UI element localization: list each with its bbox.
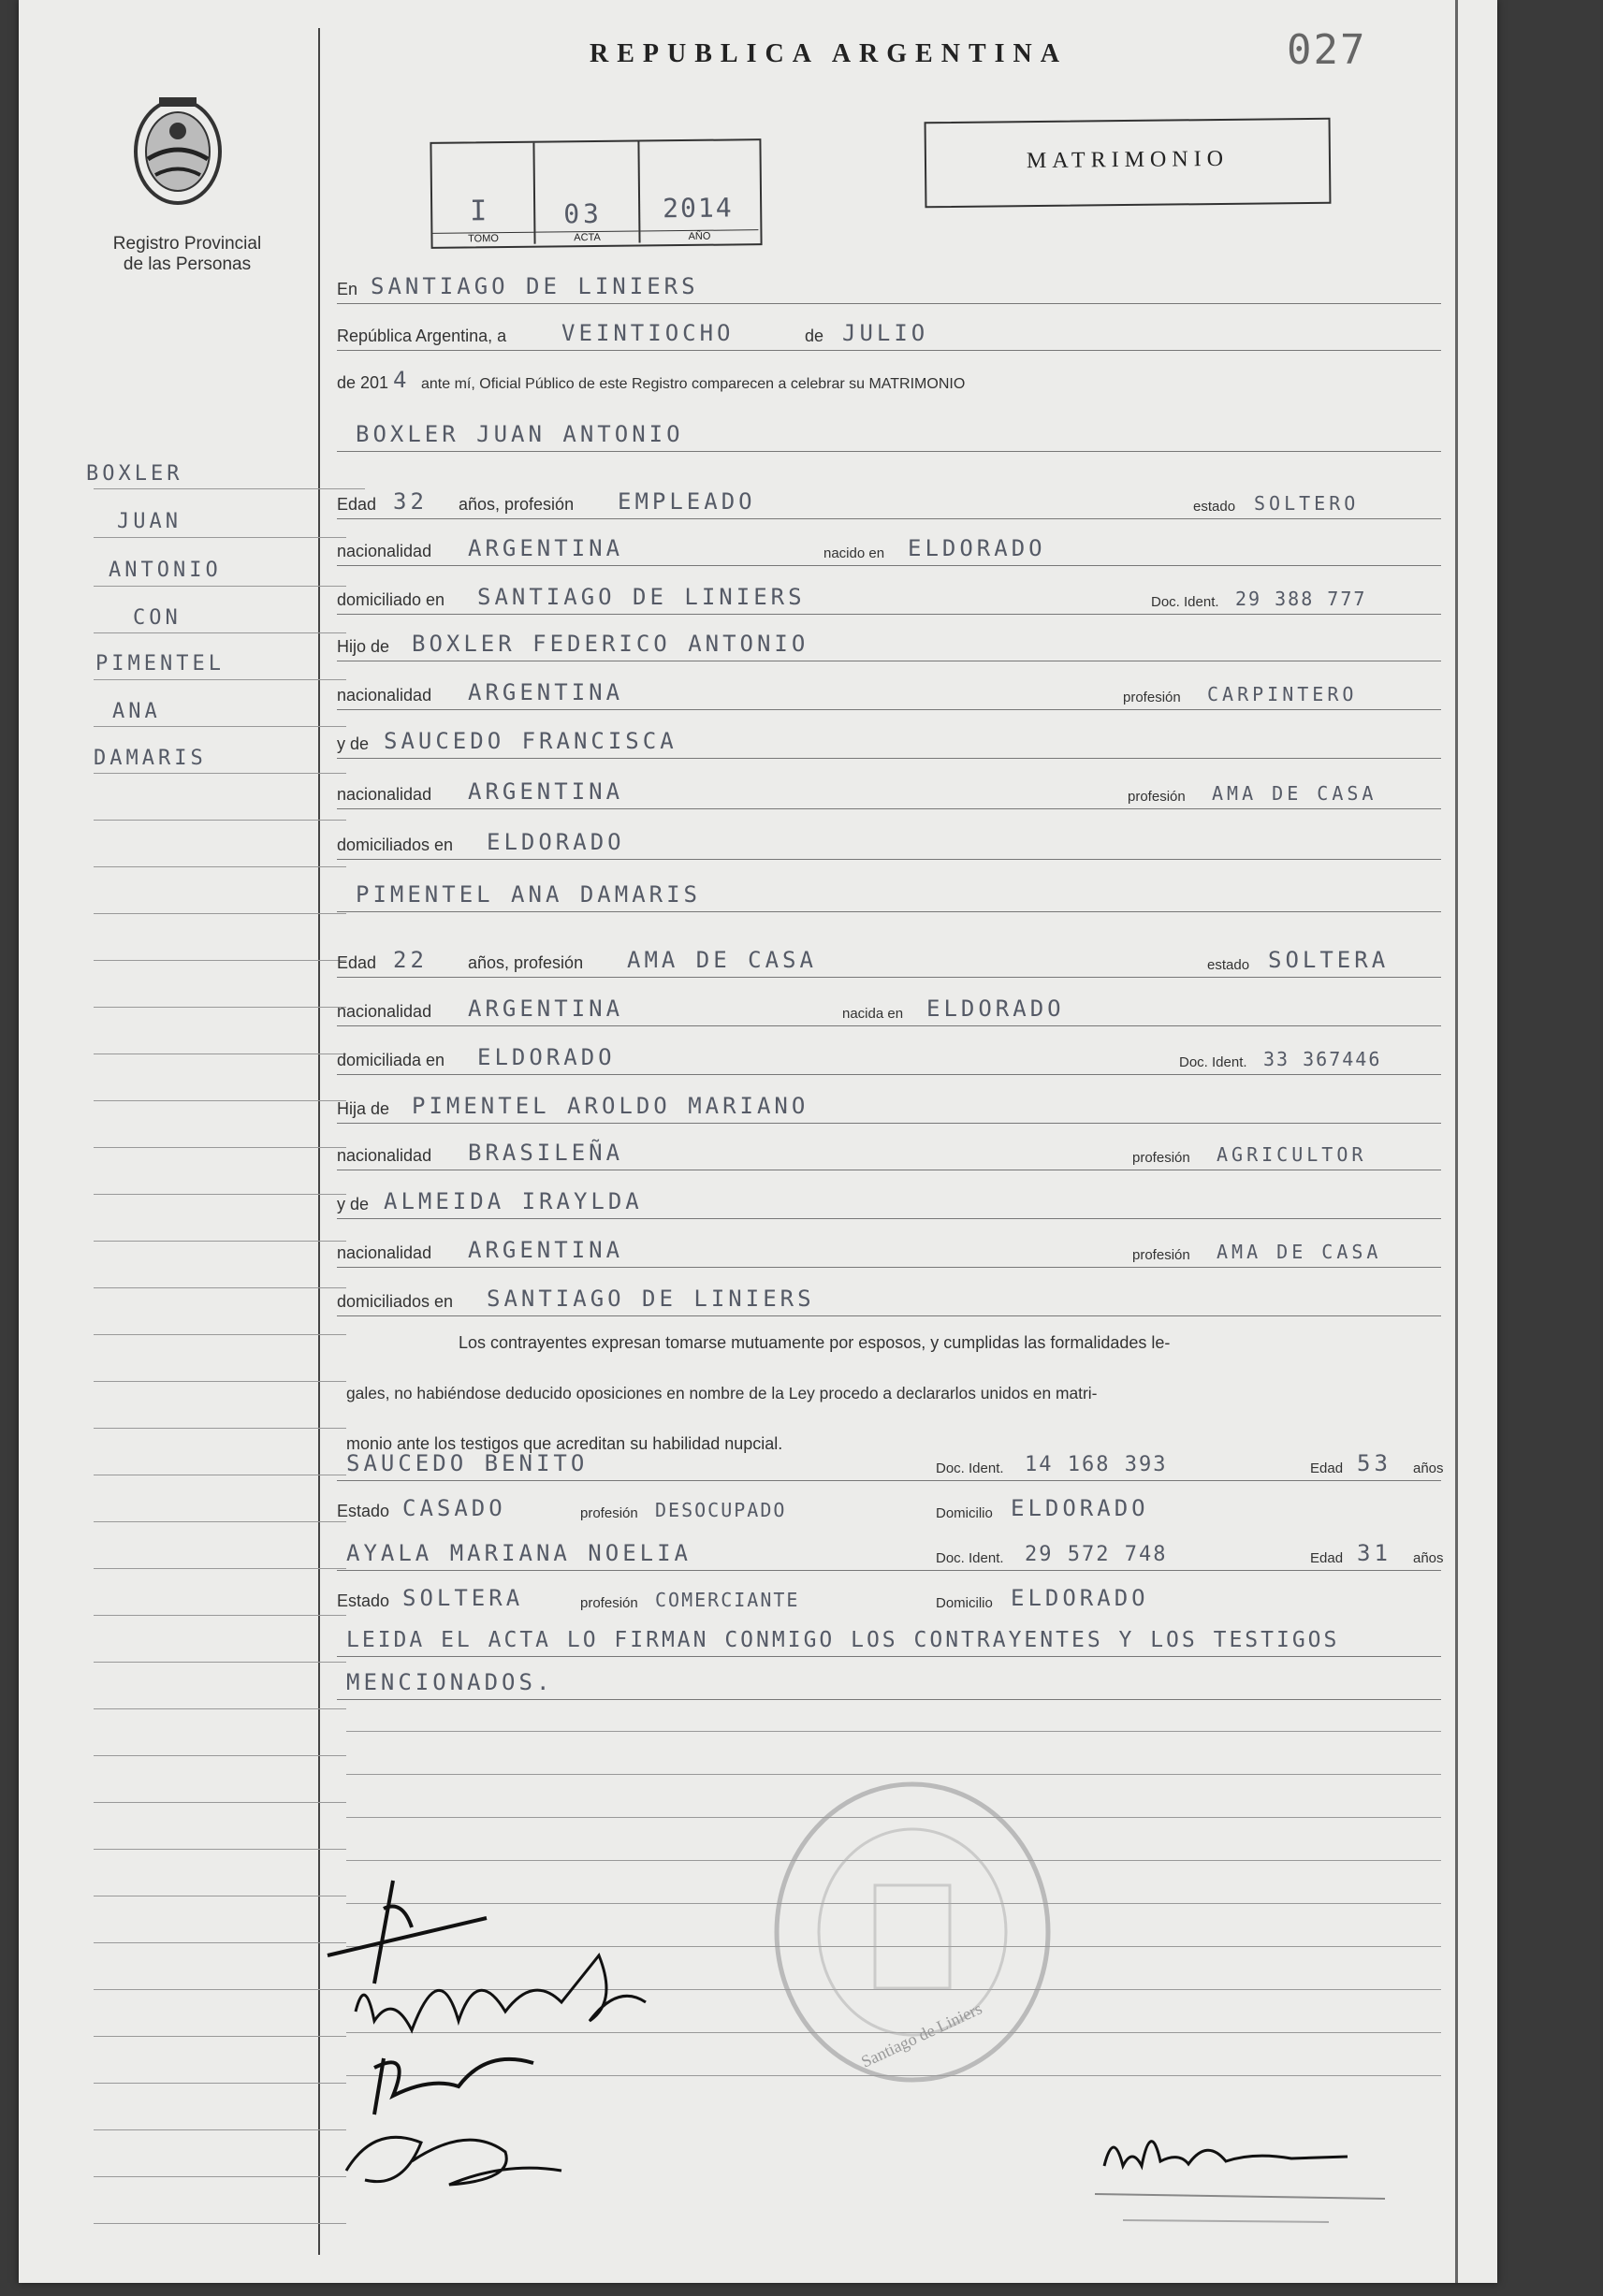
country-title: REPUBLICA ARGENTINA — [590, 39, 1068, 68]
margin-rule — [94, 1989, 346, 1990]
groom-age-line: Edad 32 años, profesión EMPLEADO estado SOLTERO — [337, 487, 1441, 519]
groom-mother-line: y de SAUCEDO FRANCISCA — [337, 726, 1441, 759]
witness-2-line: AYALA MARIANA NOELIA Doc. Ident. 29 572 748 Edad 31 años — [337, 1538, 1441, 1571]
year-line: de 201 4 ante mí, Oficial Público de este Registro comparecen a celebrar su MATRIMONIO — [337, 367, 966, 393]
margin-rule — [94, 1708, 346, 1709]
blank-rule — [346, 1731, 1441, 1732]
bride-parents-domicile-line: domiciliados en SANTIAGO DE LINIERS — [337, 1284, 1441, 1316]
ano-label: AÑO — [640, 229, 758, 242]
margin-name-line: JUAN — [117, 510, 182, 533]
registry-name: Registro Provincial de las Personas — [112, 234, 262, 274]
margin-rule — [94, 866, 346, 867]
seal-text: Santiago de Liniers — [858, 1998, 985, 2071]
margin-rule — [94, 1241, 346, 1242]
margin-rule — [94, 913, 346, 914]
witness-1-status-line: Estado CASADO profesión DESOCUPADO Domicilio ELDORADO — [337, 1495, 1149, 1521]
margin-rule — [94, 960, 346, 961]
groom-nationality-line: nacionalidad ARGENTINA nacido en ELDORADO — [337, 533, 1441, 566]
margin-rule — [94, 1615, 346, 1616]
acta-label: ACTA — [535, 231, 638, 244]
margin-rule — [94, 1755, 346, 1756]
groom-mother-nat-line: nacionalidad ARGENTINA profesión AMA DE CASA — [337, 777, 1441, 809]
acta-number: 027 — [1287, 26, 1367, 74]
bride-father-nat-line: nacionalidad BRASILEÑA profesión AGRICULTOR — [337, 1138, 1441, 1170]
margin-rule — [94, 2083, 346, 2084]
margin-rule — [94, 2036, 346, 2037]
margin-rule — [94, 1287, 346, 1288]
tomo-acta-ano-box — [430, 138, 762, 249]
margin-rule — [94, 1334, 346, 1335]
groom-father-line: Hijo de BOXLER FEDERICO ANTONIO — [337, 629, 1441, 661]
bride-nationality-line: nacionalidad ARGENTINA nacida en ELDORADO — [337, 994, 1441, 1026]
margin-rule — [94, 1942, 346, 1943]
margin-rule — [94, 1849, 346, 1850]
margin-rule — [94, 2223, 346, 2224]
margin-rule — [94, 2129, 346, 2130]
margin-rule — [94, 1521, 346, 1522]
bride-domicile-line: domiciliada en ELDORADO Doc. Ident. 33 367446 — [337, 1042, 1441, 1075]
closing-line-2: MENCIONADOS. — [337, 1667, 1441, 1700]
date-line: República Argentina, a VEINTIOCHO de JULIO — [337, 318, 1441, 351]
margin-rule — [94, 1662, 346, 1663]
margin-rule — [94, 820, 346, 821]
acta-value: 03 — [563, 197, 604, 230]
margin-rule — [94, 1381, 346, 1382]
certificate-page — [19, 0, 1497, 2283]
ano-value: 2014 — [662, 192, 734, 225]
right-border — [1455, 0, 1458, 2283]
bride-age-line: Edad 22 años, profesión AMA DE CASA estado SOLTERA — [337, 945, 1441, 978]
act-type-box — [925, 118, 1332, 209]
margin-name-line: ANTONIO — [109, 559, 222, 582]
groom-parents-domicile-line: domiciliados en ELDORADO — [337, 827, 1441, 860]
margin-rule — [94, 2176, 346, 2177]
bride-name-line: PIMENTEL ANA DAMARIS — [337, 879, 1441, 912]
closing-line-1: LEIDA EL ACTA LO FIRMAN CONMIGO LOS CONTRAYENTES Y LOS TESTIGOS — [337, 1624, 1441, 1657]
signatures — [318, 1862, 880, 2227]
tomo-value: I — [470, 195, 491, 228]
provincial-emblem-icon — [122, 86, 234, 217]
groom-father-nat-line: nacionalidad ARGENTINA profesión CARPINTERO — [337, 677, 1441, 710]
margin-name-line: CON — [133, 606, 182, 630]
bride-father-line: Hija de PIMENTEL AROLDO MARIANO — [337, 1091, 1441, 1124]
margin-rule — [94, 1100, 346, 1101]
act-type: MATRIMONIO — [1026, 146, 1230, 174]
margin-name-line: PIMENTEL — [95, 652, 225, 676]
declaration-text: Los contrayentes expresan tomarse mutuamente por esposos, y cumplidas las formalidades le- gales, no habiéndose deducido oposiciones en nombre de la Ley procedo a declararlos unidos en matri- monio ante los testigos que acreditan su habilidad nupcial. — [346, 1333, 1171, 1453]
witness-2-status-line: Estado SOLTERA profesión COMERCIANTE Domicilio ELDORADO — [337, 1585, 1149, 1611]
groom-name-line: BOXLER JUAN ANTONIO — [337, 419, 1441, 452]
margin-rule — [94, 1428, 346, 1429]
official-signature — [1086, 2110, 1404, 2241]
margin-rule — [94, 1147, 346, 1148]
tomo-label: TOMO — [432, 232, 533, 245]
margin-rule — [94, 1802, 346, 1803]
place-line: En SANTIAGO DE LINIERS — [337, 271, 1441, 304]
margin-rule — [94, 1568, 346, 1569]
margin-name-line: ANA — [112, 700, 161, 723]
witness-1-line: SAUCEDO BENITO Doc. Ident. 14 168 393 Edad 53 años — [337, 1448, 1441, 1481]
groom-domicile-line: domiciliado en SANTIAGO DE LINIERS Doc. Ident. 29 388 777 — [337, 582, 1441, 615]
margin-name-line: DAMARIS — [94, 747, 207, 770]
margin-rule — [94, 1194, 346, 1195]
bride-mother-nat-line: nacionalidad ARGENTINA profesión AMA DE CASA — [337, 1235, 1441, 1268]
margin-rule — [94, 1007, 346, 1008]
margin-name-line: BOXLER — [86, 462, 183, 486]
bride-mother-line: y de ALMEIDA IRAYLDA — [337, 1186, 1441, 1219]
